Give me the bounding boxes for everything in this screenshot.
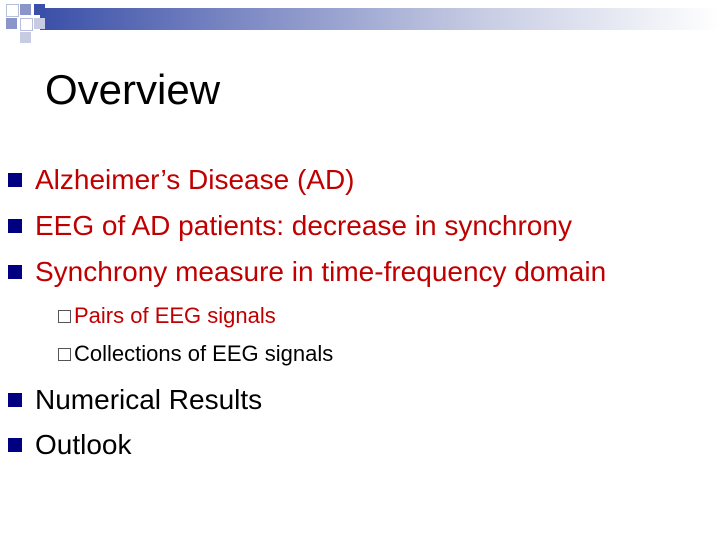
banner-square-6: [34, 18, 45, 29]
banner-square-2: [20, 4, 31, 15]
filled-square-icon: [8, 438, 22, 452]
banner-square-1: [6, 4, 19, 17]
filled-square-icon: [8, 393, 22, 407]
hollow-square-icon: [58, 310, 71, 323]
filled-square-icon: [8, 219, 22, 233]
sub-bullet-text: Pairs of EEG signals: [74, 303, 276, 328]
banner-square-5: [34, 4, 45, 15]
header-banner: [0, 0, 720, 48]
bullet-text: Numerical Results: [35, 384, 263, 415]
banner-square-4: [20, 18, 33, 31]
bullet-text: EEG of AD patients: decrease in synchrony: [35, 210, 572, 241]
filled-square-icon: [8, 173, 22, 187]
sub-bullet-text: Collections of EEG signals: [74, 341, 334, 366]
banner-square-3: [6, 18, 17, 29]
hollow-square-icon: [58, 348, 71, 361]
slide-title: Overview: [45, 66, 221, 113]
bullet-text: Outlook: [35, 429, 132, 460]
banner-gradient: [40, 8, 720, 30]
filled-square-icon: [8, 265, 22, 279]
bullet-text: Synchrony measure in time-frequency domain: [35, 256, 607, 287]
bullet-text: Alzheimer’s Disease (AD): [35, 164, 355, 195]
banner-square-7: [20, 32, 31, 43]
